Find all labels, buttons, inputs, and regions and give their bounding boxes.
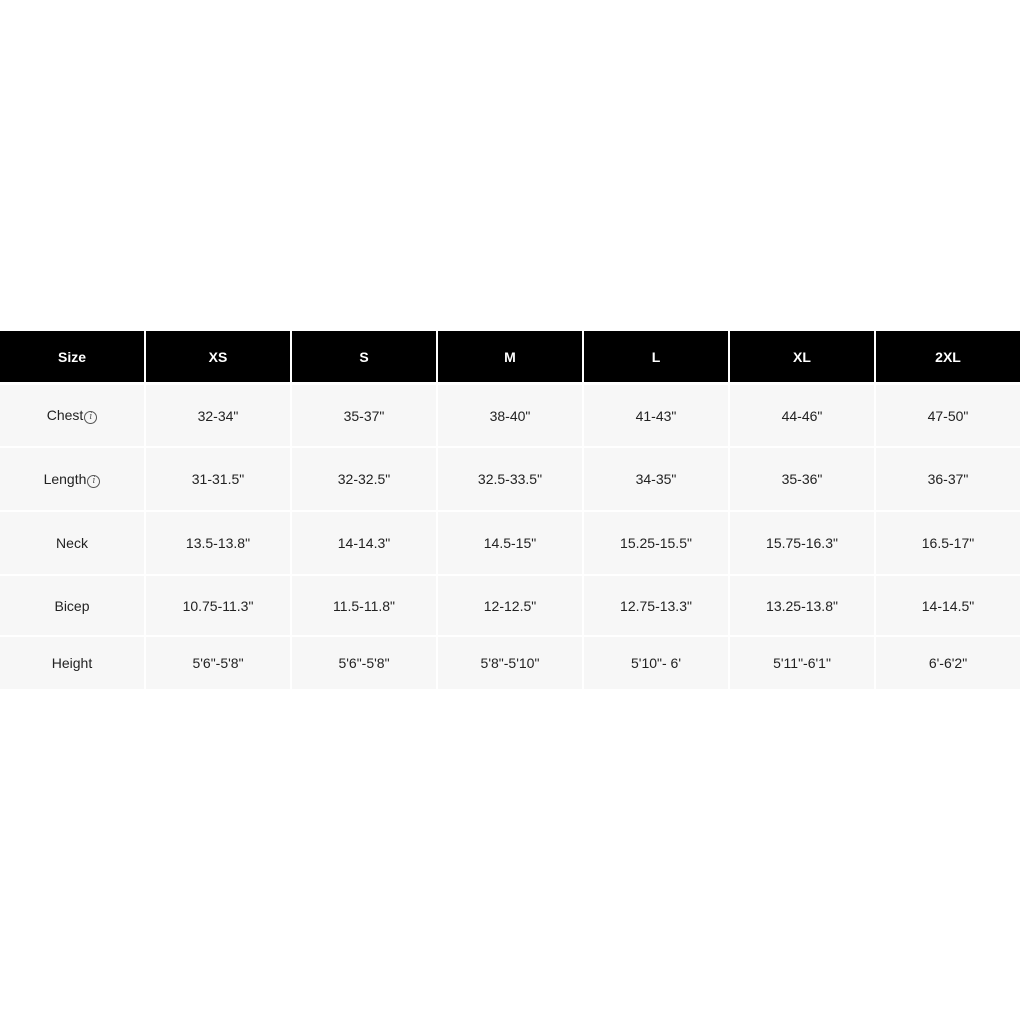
row-label-cell [0, 574, 144, 635]
table-cell: 32.5-33.5" [438, 446, 582, 510]
table-cell: 5'6"-5'8" [146, 635, 290, 689]
table-cell: 10.75-11.3" [146, 574, 290, 635]
row-label: Chest [46, 407, 84, 423]
table-cell: 35-36" [730, 446, 874, 510]
header-xs: XS [146, 331, 290, 382]
header-xl: XL [730, 331, 874, 382]
table-cell: 34-35" [584, 446, 728, 510]
table-cell: 12-12.5" [438, 574, 582, 635]
table-cell: 38-40" [438, 382, 582, 446]
table-cell: 31-31.5" [146, 446, 290, 510]
table-cell: 15.25-15.5" [584, 510, 728, 574]
table-row-chest [0, 382, 1020, 446]
table-cell: 6'-6'2" [876, 635, 1020, 689]
row-label-cell [0, 510, 144, 574]
table-cell: 11.5-11.8" [292, 574, 436, 635]
header-s: S [292, 331, 436, 382]
table-cell: 5'8"-5'10" [438, 635, 582, 689]
header-size: Size [0, 331, 144, 382]
table-row-bicep [0, 574, 1020, 635]
table-cell: 35-37" [292, 382, 436, 446]
table-cell: 36-37" [876, 446, 1020, 510]
table-cell: 47-50" [876, 382, 1020, 446]
table-cell: 14-14.3" [292, 510, 436, 574]
table-cell: 32-34" [146, 382, 290, 446]
table-row-length [0, 446, 1020, 510]
row-label: Height [51, 655, 93, 671]
table-cell: 13.5-13.8" [146, 510, 290, 574]
info-circle-icon[interactable]: i [87, 475, 100, 488]
header-l: L [584, 331, 728, 382]
header-row [0, 331, 1020, 382]
table-cell: 15.75-16.3" [730, 510, 874, 574]
header-m: M [438, 331, 582, 382]
table-cell: 32-32.5" [292, 446, 436, 510]
size-chart-table [0, 331, 1022, 689]
row-label: Length [43, 470, 87, 487]
table-cell: 5'11"-6'1" [730, 635, 874, 689]
table-row-height [0, 635, 1020, 689]
row-label-cell [0, 635, 144, 689]
table-cell: 12.75-13.3" [584, 574, 728, 635]
table-cell: 41-43" [584, 382, 728, 446]
table-cell: 44-46" [730, 382, 874, 446]
header-2xl: 2XL [876, 331, 1020, 382]
table-cell: 14-14.5" [876, 574, 1020, 635]
row-label: Neck [56, 535, 88, 551]
row-label-cell [0, 446, 144, 510]
row-label-cell [0, 382, 144, 446]
row-label: Bicep [54, 597, 90, 614]
table-cell: 5'10"- 6' [584, 635, 728, 689]
table-row-neck [0, 510, 1020, 574]
table-cell: 14.5-15" [438, 510, 582, 574]
info-circle-icon[interactable]: i [84, 411, 97, 424]
table-cell: 16.5-17" [876, 510, 1020, 574]
table-cell: 5'6"-5'8" [292, 635, 436, 689]
table-cell: 13.25-13.8" [730, 574, 874, 635]
